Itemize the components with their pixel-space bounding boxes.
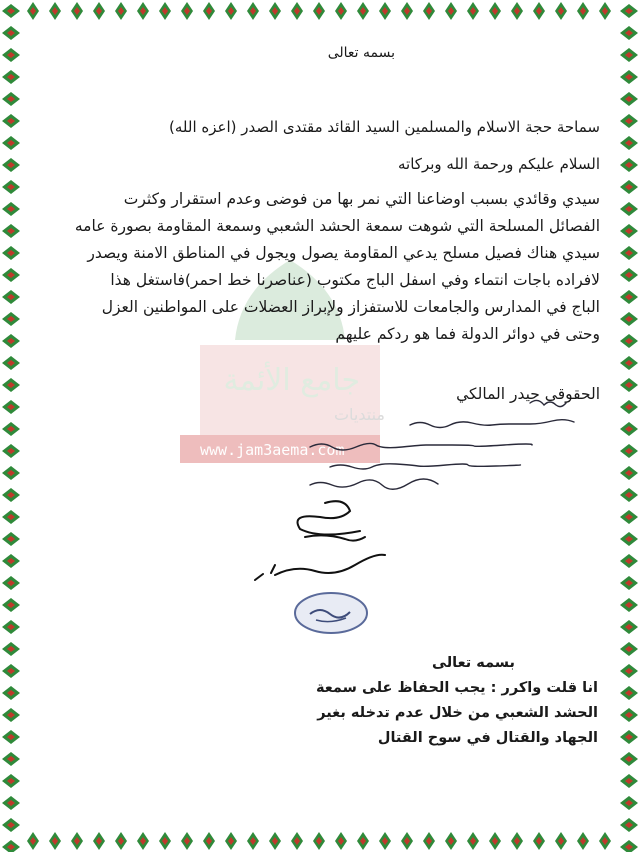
reply-line: الحشد الشعبي من خلال عدم تدخله بغير (317, 705, 598, 721)
letter-signer: الحقوقي حيدر المالكي (456, 385, 600, 403)
letter-body-line: لافراده باجات انتماء وفي اسفل الباج مكتوب (عناصرنا خط احمر)فاستغل هذا (110, 271, 600, 289)
letter-address: سماحة حجة الاسلام والمسلمين السيد القائد مقتدى الصدر (اعزه الله) (169, 118, 600, 136)
letter-body-line: الباج في المدارس والجامعات للاستفزاز ولإبراز العضلات على المواطنين العزل (101, 298, 600, 316)
watermark-subtitle: منتديات (333, 405, 385, 424)
decorative-border-top (0, 0, 640, 22)
signature (235, 495, 405, 585)
letter-heading: بسمه تعالى (327, 45, 395, 61)
watermark-brand: جامع الأئمة (223, 363, 360, 398)
letter-body-line: الفصائل المسلحة التي شوهت سمعة الحشد الشعبي وسمعة المقاومة بصورة عامه (74, 217, 600, 235)
decorative-border-bottom (0, 830, 640, 852)
letter-body-line: سيدي وقائدي بسبب اوضاعنا التي نمر بها من فوضى وعدم استقرار وكثرت (123, 190, 600, 208)
letter-body-line: وحتى في دوائر الدولة فما هو ردكم عليهم (335, 325, 600, 343)
reply-line: انا قلت واكرر : يجب الحفاظ على سمعة (315, 680, 598, 696)
reply-line: الجهاد والقتال في سوح القتال (377, 730, 598, 746)
handwritten-reply (160, 395, 600, 495)
letter-body-line: سيدي هناك فصيل مسلح يدعي المقاومة يصول ويجول في المناطق الامنة ويصدر (87, 244, 600, 262)
reply-heading: بسمه تعالى (432, 655, 515, 671)
watermark-url: www.jam3aema.com (200, 441, 345, 459)
decorative-border-right (618, 0, 640, 852)
letter-greeting: السلام عليكم ورحمة الله وبركاته (398, 155, 600, 173)
decorative-border-left (0, 0, 22, 852)
seal-stamp (292, 590, 370, 636)
